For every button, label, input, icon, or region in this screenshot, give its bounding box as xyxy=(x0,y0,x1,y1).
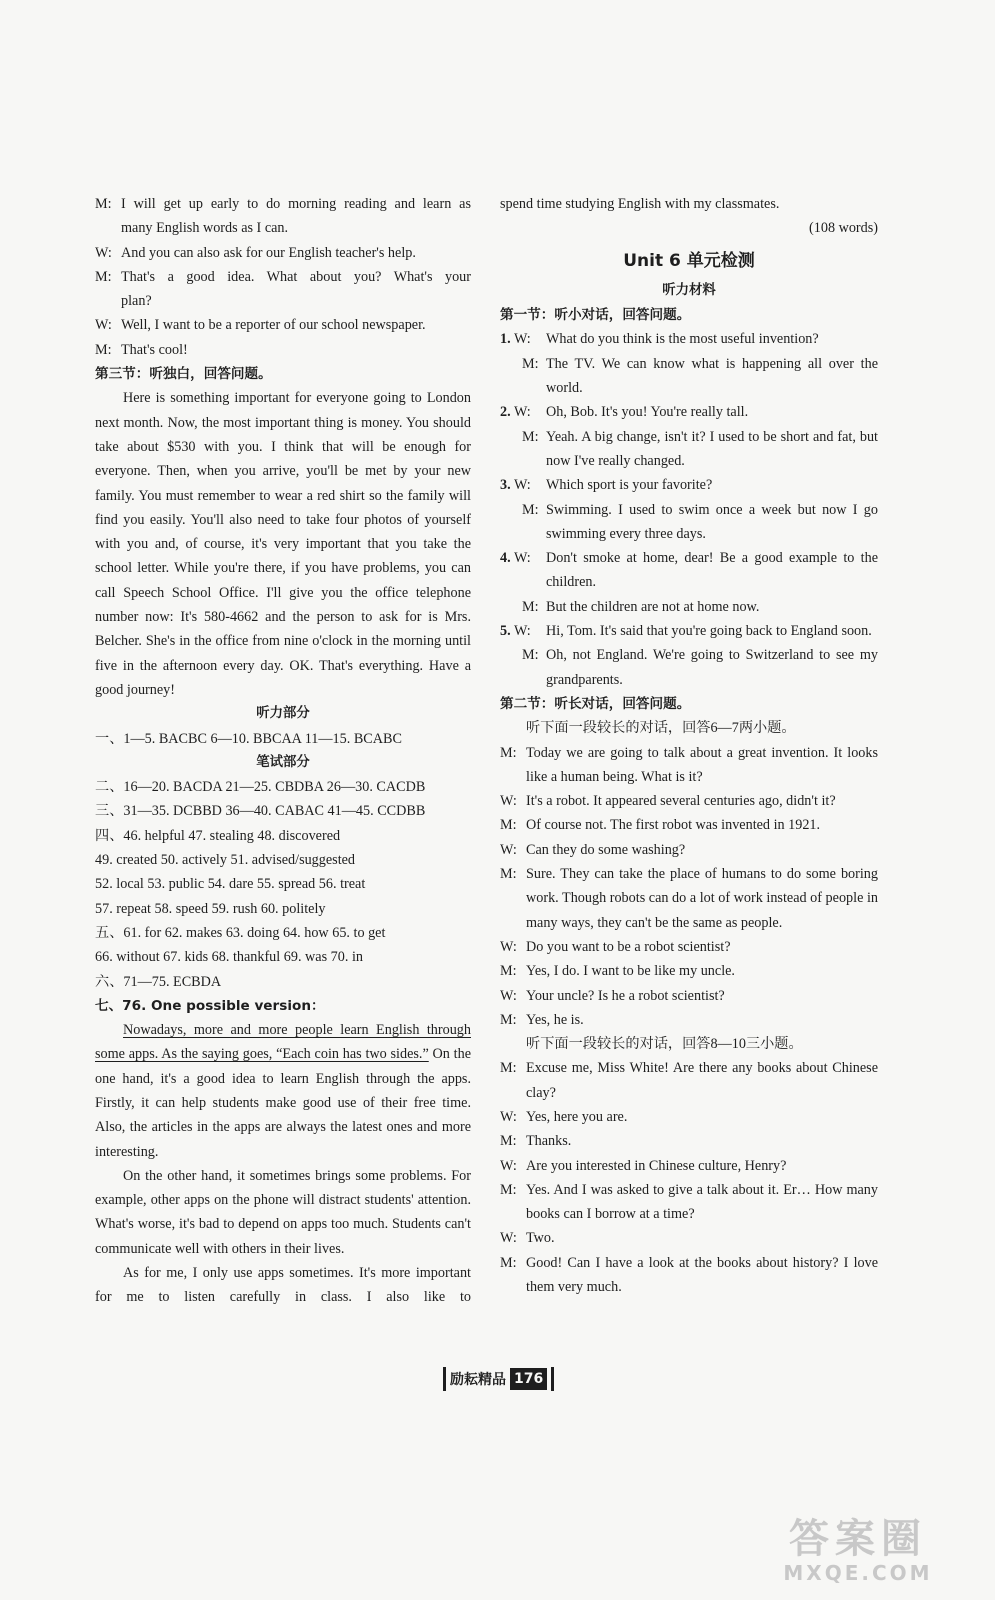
answer-section-heading: 笔试部分 xyxy=(256,754,310,770)
right-column xyxy=(500,192,878,1299)
section-heading: 第三节：听独白，回答问题。 xyxy=(95,366,272,383)
answer-line: 一、1—5. BACBC 6—10. BBCAA 11—15. BCABC xyxy=(95,730,402,747)
answer-line: 六、71—75. ECBDA xyxy=(95,973,222,990)
footer-bar-left xyxy=(443,1367,446,1391)
dialogue-line: W: It's a robot. It appeared several centuries ago, didn't it? xyxy=(500,793,836,810)
footer-bar-right xyxy=(551,1367,554,1391)
answer-line: 66. without 67. kids 68. thankful 69. was 70. in xyxy=(95,949,363,966)
speaker-label: M: xyxy=(95,196,112,212)
answer-line: 52. local 53. public 54. dare 55. spread 56. treat xyxy=(95,876,366,893)
dialogue-line: W: Two. xyxy=(500,1230,555,1247)
question-5-w: 5. W: Hi, Tom. It's said that you're going back to England soon. xyxy=(500,623,872,640)
essay-underlined-topic: Nowadays, more and more people learn English through some apps. As the saying goes, “Each coin has two sides.” xyxy=(95,1022,471,1063)
essay-paragraph: On the other hand, it sometimes brings some problems. For example, other apps on the phone will distract students' attention. What's worse, it's bad to depend on apps too much. Students can't communicate well with others in their lives. xyxy=(95,1167,471,1257)
dialogue-line: M: Yes, I do. I want to be like my uncle. xyxy=(500,963,735,980)
question-4-w: 4. W: Don't smoke at home, dear! Be a good example to the children. xyxy=(500,550,878,591)
dialogue-line: W: Do you want to be a robot scientist? xyxy=(500,938,731,955)
answer-line: 二、16—20. BACDA 21—25. CBDBA 26—30. CACDB xyxy=(95,779,426,796)
answer-section-heading: 听力部分 xyxy=(256,706,310,722)
watermark-logo xyxy=(743,1516,973,1586)
answer-line: 三、31—35. DCBBD 36—40. CABAC 41—45. CCDBB xyxy=(95,803,426,820)
dialogue-line: M: Sure. They can take the place of humans to do some boring work. Though robots can do a lot of work instead of people in many ways, they can't be the same as people. xyxy=(500,866,878,931)
left-column xyxy=(95,192,471,1310)
essay-end: spend time studying English with my classmates. xyxy=(500,196,780,212)
question-4-m: M: But the children are not at home now. xyxy=(522,598,760,615)
answer-line: 五、61. for 62. makes 63. doing 64. how 65. to get xyxy=(95,924,386,941)
dialogue-line: M: Of course not. The first robot was invented in 1921. xyxy=(500,817,821,834)
question-2-m: M: Yeah. A big change, isn't it? I used to be short and fat, but now I've really changed. xyxy=(522,428,878,469)
dialogue-line: W: Are you interested in Chinese culture, Henry? xyxy=(500,1157,787,1174)
dialogue-line: many English words as I can. xyxy=(121,220,289,237)
word-count: (108 words) xyxy=(809,220,878,237)
dialogue-line: M: Yes. And I was asked to give a talk about it. Er… How many books can I borrow at a time? xyxy=(500,1181,878,1223)
answer-line: 七、76. One possible version： xyxy=(95,997,325,1014)
page-footer xyxy=(443,1366,554,1392)
question-5-m: M: Oh, not England. We're going to Switzerland to see my grandparents. xyxy=(522,647,878,688)
dialogue-line: M: Excuse me, Miss White! Are there any books about Chinese clay? xyxy=(500,1060,878,1101)
question-3-w: 3. W: Which sport is your favorite? xyxy=(500,477,713,494)
dialogue-line: M: I will get up early to do morning reading and learn as xyxy=(95,192,471,216)
dialogue-line: M: Thanks. xyxy=(500,1133,572,1150)
answer-line: 四、46. helpful 47. stealing 48. discovered xyxy=(95,827,341,844)
dialogue-line: W: And you can also ask for our English teacher's help. xyxy=(95,244,416,261)
answer-line: 49. created 50. actively 51. advised/suggested xyxy=(95,852,356,869)
essay-paragraph: Nowadays, more and more people learn English through some apps. As the saying goes, “Each coin has two sides.” On the one hand, it's a good idea to learn English through the apps. Firstly, it can help students make good use of their free time. Also, the articles in the apps are always the latest ones and more interesting. xyxy=(95,1022,471,1160)
material-heading: 听力材料 xyxy=(662,282,716,298)
section-heading: 第一节：听小对话，回答问题。 xyxy=(500,307,691,324)
question-1-w: 1. W: What do you think is the most useful invention? xyxy=(500,331,819,348)
conversation-intro: 听下面一段较长的对话，回答8—10三小题。 xyxy=(526,1036,803,1053)
watermark-text: 答案圈 xyxy=(789,1516,927,1562)
dialogue-line: M: That's a good idea. What about you? What's your xyxy=(95,268,471,285)
dialogue-line: W: Yes, here you are. xyxy=(500,1108,628,1125)
dialogue-line: plan? xyxy=(121,293,152,310)
question-2-w: 2. W: Oh, Bob. It's you! You're really tall. xyxy=(500,404,749,421)
unit-title: Unit 6 单元检测 xyxy=(623,250,755,271)
dialogue-line: M: That's cool! xyxy=(95,341,188,358)
watermark-url: MXQE.COM xyxy=(783,1561,933,1585)
footer-brand: 励耘精品 xyxy=(450,1372,506,1388)
question-1-m: M: The TV. We can know what is happening all over the world. xyxy=(522,355,878,397)
dialogue-line: W: Can they do some washing? xyxy=(500,841,686,858)
monologue-text: Here is something important for everyone going to London next month. Now, the most important thing is money. You should take about $530 with you. I think that will be enough for everyone. Then, when you arrive, you'll be met by your new family. You must remember to wear a red shirt so the family will find you easily. You'll also need to take four photos of yourself with you and, of course, it's very important that you take the school letter. While you're there, if you have problems, you can call Speech School Office. I'll give you the office telephone number now: It's 580-4662 and the person to ask for is Mrs. Belcher. She's in the office from nine o'clock in the morning until five in the afternoon every day. OK. That's everything. Have a good journey! xyxy=(95,390,471,698)
dialogue-line: M: Yes, he is. xyxy=(500,1011,584,1028)
essay-paragraph: As for me, I only use apps sometimes. It's more important for me to listen carefully in class. I also like to xyxy=(95,1265,471,1306)
dialogue-line: M: Today we are going to talk about a great invention. It looks like a human being. What is it? xyxy=(500,744,878,785)
conversation-intro: 听下面一段较长的对话，回答6—7两小题。 xyxy=(526,720,796,737)
question-3-m: M: Swimming. I used to swim once a week but now I go swimming every three days. xyxy=(522,501,878,542)
dialogue-line: W: Your uncle? Is he a robot scientist? xyxy=(500,987,725,1004)
dialogue-line: W: Well, I want to be a reporter of our school newspaper. xyxy=(95,317,426,334)
dialogue-line: M: Good! Can I have a look at the books about history? I love them very much. xyxy=(500,1254,878,1296)
section-heading: 第二节：听长对话，回答问题。 xyxy=(500,695,691,712)
answer-line: 57. repeat 58. speed 59. rush 60. politely xyxy=(95,900,326,917)
page-number: 176 xyxy=(510,1368,547,1390)
